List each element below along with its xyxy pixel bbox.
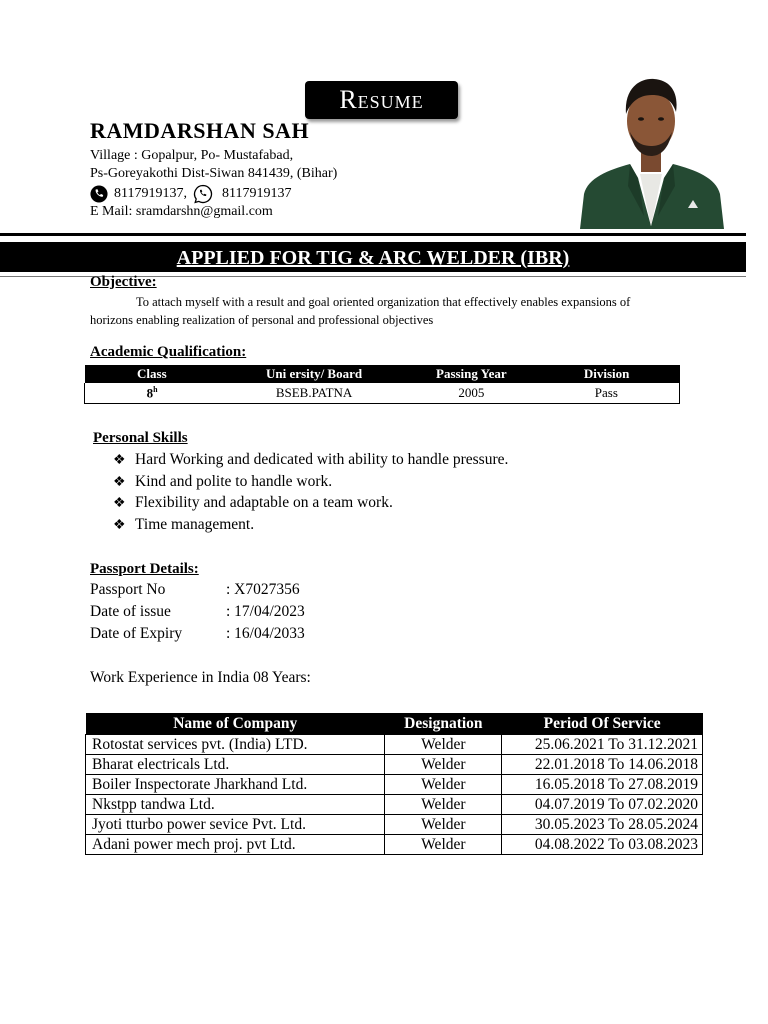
profile-photo <box>578 66 725 229</box>
header-divider <box>0 233 746 236</box>
list-item: ❖ Time management. <box>113 514 508 536</box>
email-line: E Mail: sramdarshn@gmail.com <box>90 204 273 219</box>
diamond-bullet-icon: ❖ <box>113 518 126 534</box>
column-header-board: Uni ersity/ Board <box>219 365 409 383</box>
phone-number-2: 8117919137 <box>221 186 292 201</box>
table-row: Bharat electricals Ltd. Welder 22.01.2018 To 14.06.2018 <box>86 755 703 775</box>
diamond-bullet-icon: ❖ <box>113 474 126 490</box>
whatsapp-icon <box>193 184 213 204</box>
address-line-1: Village : Gopalpur, Po- Mustafabad, <box>90 148 294 163</box>
column-header-year: Passing Year <box>409 365 534 383</box>
phone-line <box>90 184 291 204</box>
table-row: Boiler Inspectorate Jharkhand Ltd. Welder 16.05.2018 To 27.08.2019 <box>86 775 703 795</box>
address-line-2: Ps-Goreyakothi Dist-Siwan 841439, (Bihar) <box>90 166 338 181</box>
passport-row: Passport No : X7027356 <box>90 581 300 598</box>
table-row: Rotostat services pvt. (India) LTD. Welder 25.06.2021 To 31.12.2021 <box>86 735 703 755</box>
table-row: Adani power mech proj. pvt Ltd. Welder 04.08.2022 To 03.08.2023 <box>86 835 703 855</box>
diamond-bullet-icon: ❖ <box>113 453 126 468</box>
list-item: ❖ Kind and polite to handle work. <box>113 471 508 493</box>
academic-heading: Academic Qualification: <box>90 344 247 360</box>
resume-title-badge: Resume <box>305 81 458 119</box>
passport-heading: Passport Details: <box>90 561 199 577</box>
skills-heading: Personal Skills <box>93 430 188 446</box>
column-header-period: Period Of Service <box>502 713 703 735</box>
passport-row: Date of Expiry : 16/04/2033 <box>90 625 305 642</box>
column-header-designation: Designation <box>385 713 502 735</box>
table-row <box>85 383 680 404</box>
table-row: Nkstpp tandwa Ltd. Welder 04.07.2019 To 07.02.2020 <box>86 795 703 815</box>
work-experience-table <box>85 713 703 855</box>
objective-text: To attach myself with a result and goal oriented organization that effectively enables expansions of horizons enabling realization of personal and professional objectives <box>90 295 631 327</box>
list-item: ❖ Flexibility and adaptable on a team work. <box>113 492 508 514</box>
column-header-company: Name of Company <box>86 713 385 735</box>
year-cell: 2005 <box>409 383 534 404</box>
candidate-name: RAMDARSHAN SAH <box>90 118 310 143</box>
diamond-bullet-icon: ❖ <box>113 496 126 512</box>
table-row: Jyoti tturbo power sevice Pvt. Ltd. Welder 30.05.2023 To 28.05.2024 <box>86 815 703 835</box>
applied-for-banner: APPLIED FOR TIG & ARC WELDER (IBR) <box>0 242 746 272</box>
work-experience-intro: Work Experience in India 08 Years: <box>90 669 311 686</box>
academic-table <box>84 365 680 404</box>
division-cell: Pass <box>534 383 680 404</box>
skills-list <box>113 449 508 536</box>
phone-icon <box>90 185 108 203</box>
board-cell: BSEB.PATNA <box>219 383 409 404</box>
column-header-class: Class <box>85 365 220 383</box>
objective-heading: Objective: <box>90 274 157 290</box>
phone-number-1: 8117919137, <box>114 186 187 201</box>
class-cell: 8$^h$ <box>85 383 220 404</box>
column-header-division: Division <box>534 365 680 383</box>
list-item: ❖ Hard Working and dedicated with ability to handle pressure. <box>113 449 508 471</box>
passport-row: Date of issue : 17/04/2023 <box>90 603 305 620</box>
